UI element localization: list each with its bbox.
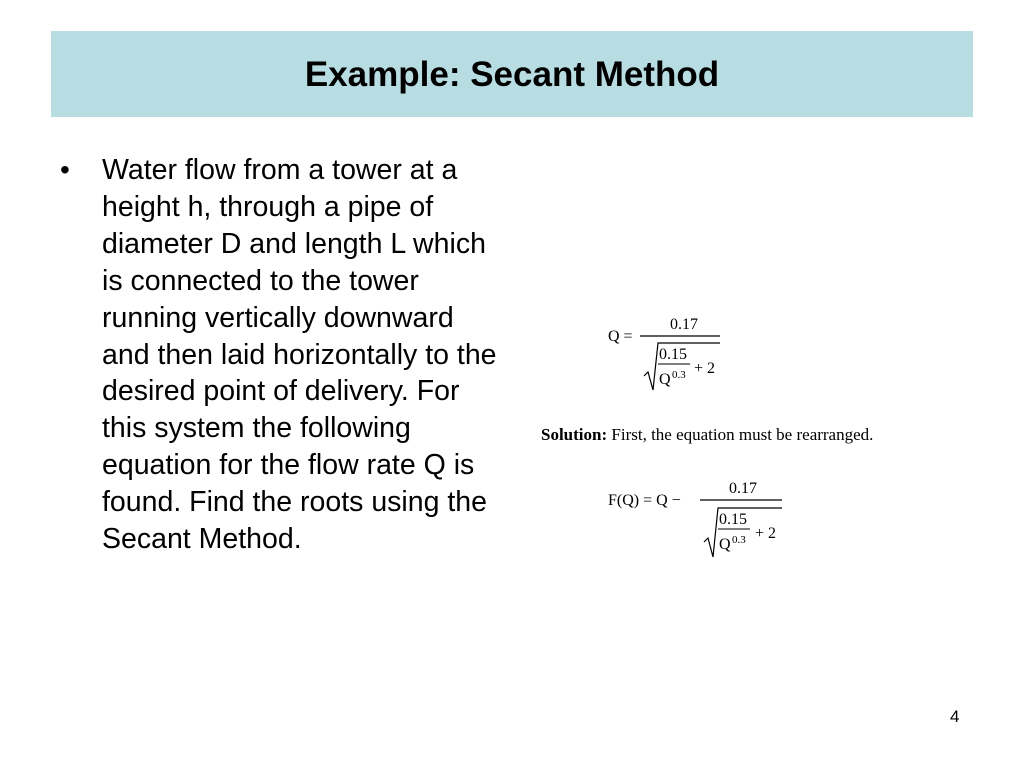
page-number: 4 — [950, 707, 960, 726]
eq1-inner-numerator: 0.15 — [659, 346, 687, 363]
bullet-dot-icon: • — [60, 154, 70, 185]
eq2-exponent: 0.3 — [732, 534, 746, 546]
solution-line — [541, 425, 873, 445]
eq2-numerator: 0.17 — [729, 480, 757, 497]
eq1-lhs: Q = — [608, 328, 633, 345]
eq2-inner-numerator: 0.15 — [719, 511, 747, 528]
bullet-text: Water flow from a tower at a height h, through a pipe of diameter D and length L which is connected to the tower running vertically downward and then laid horizontally to the desired point of delivery. For this system the following equation for the flow rate Q is found. Find the roots using the Secant Method. — [102, 154, 497, 556]
title-bar — [51, 31, 973, 117]
eq2-base: Q — [719, 536, 731, 553]
eq2-lhs: F(Q) = Q − — [608, 492, 681, 509]
eq2-plus-term: + 2 — [755, 525, 777, 542]
eq1-plus-term: + 2 — [694, 360, 716, 377]
eq1-exponent: 0.3 — [672, 369, 686, 381]
equation-rearranged — [600, 472, 800, 567]
eq1-numerator: 0.17 — [670, 316, 698, 333]
slide-title: Example: Secant Method — [304, 54, 720, 94]
solution-text: First, the equation must be rearranged. — [611, 425, 874, 444]
bullet-list — [60, 152, 500, 558]
eq1-base: Q — [659, 371, 671, 388]
solution-label: Solution: — [541, 425, 608, 444]
equation-flow-rate — [600, 308, 740, 398]
